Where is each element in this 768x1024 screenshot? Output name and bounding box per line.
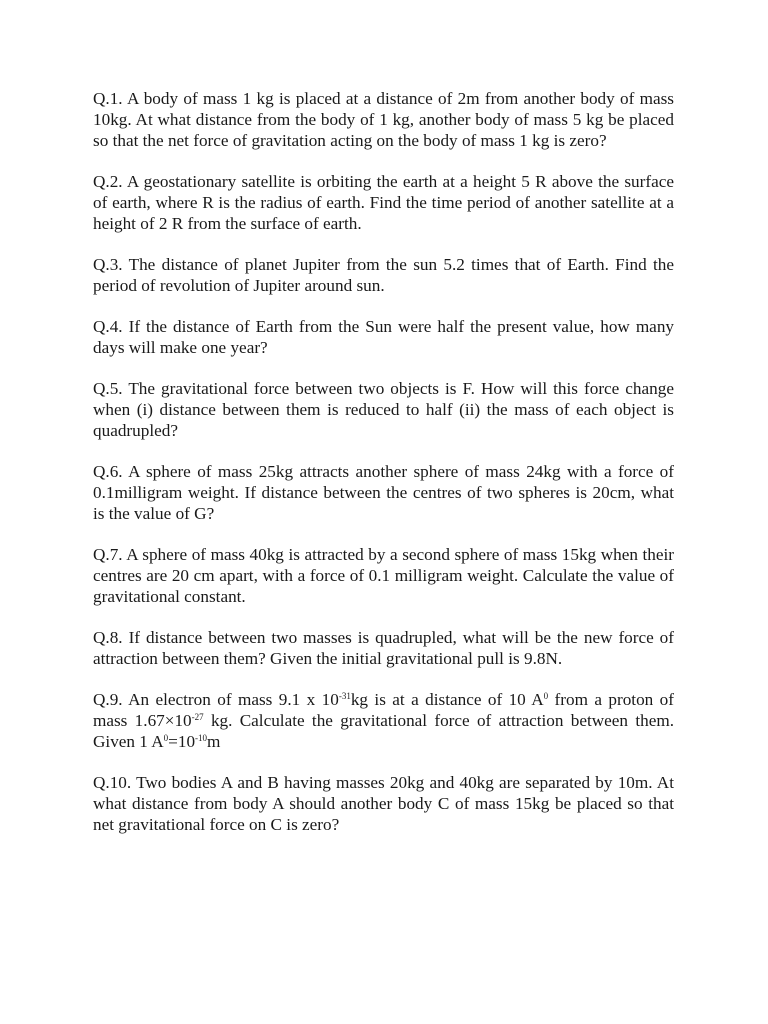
question-number: Q.9. <box>93 690 123 709</box>
question-text-part: m <box>207 732 221 751</box>
question-number: Q.10. <box>93 773 132 792</box>
question-4 <box>93 316 674 358</box>
question-number: Q.1. <box>93 89 123 108</box>
question-text: A sphere of mass 25kg attracts another sphere of mass 24kg with a force of 0.1milligram weight. If distance between the centres of two spheres is 20cm, what is the value of G? <box>93 462 674 523</box>
question-text: If the distance of Earth from the Sun were half the present value, how many days will make one year? <box>93 317 675 357</box>
question-text: A sphere of mass 40kg is attracted by a second sphere of mass 15kg when their centres are 20 cm apart, with a force of 0.1 milligram weight. Calculate the value of gravitational constant. <box>93 545 674 606</box>
exponent: -10 <box>195 733 208 743</box>
question-6 <box>93 461 674 524</box>
question-number: Q.3. <box>93 255 123 274</box>
question-text-part: kg is at a distance of 10 A <box>350 690 544 709</box>
exponent: -31 <box>338 691 351 701</box>
question-8 <box>93 627 674 669</box>
question-number: Q.6. <box>93 462 123 481</box>
question-text-part: kg. Calculate the gravitational force of attraction between them. Given 1 A <box>93 711 674 751</box>
question-text: A body of mass 1 kg is placed at a distance of 2m from another body of mass 10kg. At what distance from the body of 1 kg, another body of mass 5 kg be placed so that the net force of gravitation acting on the body of mass 1 kg is zero? <box>93 89 674 150</box>
question-text: A geostationary satellite is orbiting the earth at a height 5 R above the surface of earth, where R is the radius of earth. Find the time period of another satellite at a height of 2 R from the surface of earth. <box>93 172 674 233</box>
question-1 <box>93 88 674 151</box>
question-text-part: An electron of mass 9.1 x 10 <box>128 690 339 709</box>
question-text: Two bodies A and B having masses 20kg and 40kg are separated by 10m. At what distance from body A should another body C of mass 15kg be placed so that net gravitational force on C is zero? <box>93 773 674 834</box>
question-3 <box>93 254 674 296</box>
question-7 <box>93 544 674 607</box>
question-text-part: =10 <box>168 732 196 751</box>
question-text: If distance between two masses is quadrupled, what will be the new force of attraction between them? Given the initial gravitational pull is 9.8N. <box>93 628 674 668</box>
question-10 <box>93 772 674 835</box>
question-2 <box>93 171 674 234</box>
question-text: The distance of planet Jupiter from the sun 5.2 times that of Earth. Find the period of revolution of Jupiter around sun. <box>93 255 674 295</box>
question-sheet <box>93 88 674 855</box>
question-number: Q.2. <box>93 172 123 191</box>
question-number: Q.4. <box>93 317 123 336</box>
question-number: Q.8. <box>93 628 123 647</box>
question-text-part: from a proton of mass 1.67×10 <box>93 690 674 730</box>
question-number: Q.5. <box>93 379 123 398</box>
question-9 <box>93 689 674 752</box>
exponent: 0 <box>543 691 549 701</box>
question-5 <box>93 378 674 441</box>
exponent: -27 <box>191 712 204 722</box>
question-text: The gravitational force between two objects is F. How will this force change when (i) distance between them is reduced to half (ii) the mass of each object is quadrupled? <box>93 379 674 440</box>
exponent: 0 <box>163 733 169 743</box>
question-number: Q.7. <box>93 545 123 564</box>
